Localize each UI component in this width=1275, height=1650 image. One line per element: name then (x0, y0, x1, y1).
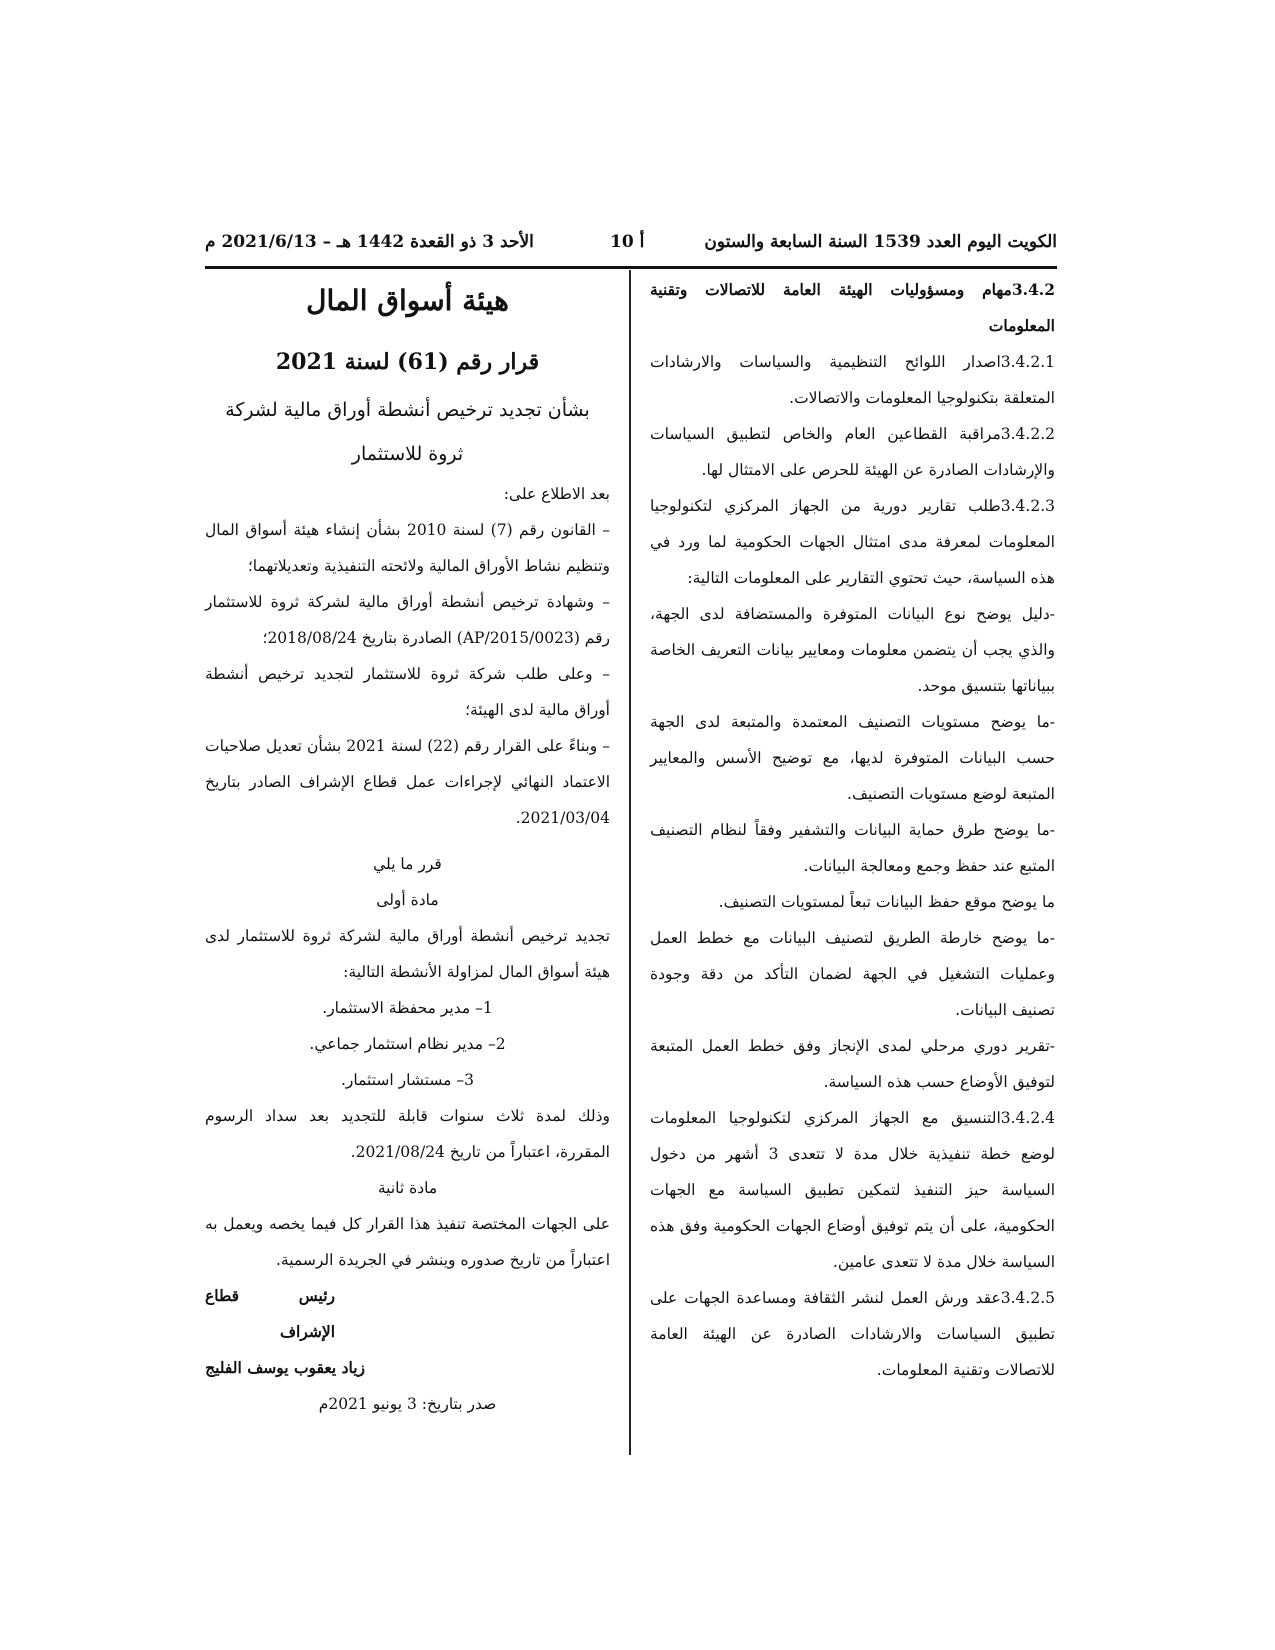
signatory-title: رئيس قطاع الإشراف (205, 1286, 335, 1341)
header-publication: الكويت اليوم العدد 1539 السنة السابعة والستون (704, 232, 1057, 252)
clause: 3.4.2.3طلب تقارير دورية من الجهاز المركزي لتكنولوجيا المعلومات لمعرفة مدى امتثال الجهات الحكومية لما ورد في هذه السياسة، حيث تحتوي التقارير على المعلومات التالية: (650, 497, 1055, 587)
header-date: الأحد 3 ذو القعدة 1442 هـ – 2021/6/13 م (205, 232, 534, 252)
bullet-item: -دليل يوضح نوع البيانات المتوفرة والمستضافة لدى الجهة، والذي يجب أن يتضمن معلومات ومعايير بيانات التعريف الخاصة ببياناتها بتنسيق موحد. (650, 605, 1055, 695)
decided-heading: قرر ما يلي (373, 855, 442, 873)
left-column (205, 272, 610, 1422)
recital: – وعلى طلب شركة ثروة للاستثمار لتجديد ترخيص أنشطة أوراق مالية لدى الهيئة؛ (205, 665, 610, 719)
section-heading: 3.4.2مهام ومسؤوليات الهيئة العامة للاتصالات وتقنية المعلومات (650, 280, 1055, 335)
decision-title: قرار رقم (61) لسنة 2021 (275, 349, 540, 375)
clause: 3.4.2.1اصدار اللوائح التنظيمية والسياسات والارشادات المتعلقة بتكنولوجيا المعلومات والاتصالات. (650, 353, 1055, 407)
recital: – وبناءً على القرار رقم (22) لسنة 2021 بشأن تعديل صلاحيات الاعتماد النهائي لإجراءات عمل قطاع الإشراف الصادر بتاريخ 2021/03/04. (205, 737, 610, 827)
signatory-name: زياد يعقوب يوسف الفليج (205, 1358, 365, 1377)
article-two-title: مادة ثانية (377, 1179, 438, 1197)
article-one-title: مادة أولى (376, 891, 439, 909)
article-two-text: على الجهات المختصة تنفيذ هذا القرار كل فيما يخصه ويعمل به اعتباراً من تاريخ صدوره وينشر في الجريدة الرسمية. (205, 1215, 610, 1269)
clause: 3.4.2.4التنسيق مع الجهاز المركزي لتكنولوجيا المعلومات لوضع خطة تنفيذية خلال مدة لا تتعدى 3 أشهر من دخول السياسة حيز التنفيذ لتمكين تطبيق السياسة مع الجهات الحكومية، على أن يتم توفيق أوضاع الجهات الحكومية وفق هذه السياسة خلال مدة لا تتعدى عامين. (650, 1109, 1055, 1271)
activity-item: 1– مدير محفظة الاستثمار. (322, 999, 493, 1017)
bullet-item: -ما يوضح خارطة الطريق لتصنيف البيانات مع خطط العمل وعمليات التشغيل في الجهة لضمان التأكد من دقة وجودة تصنيف البيانات. (650, 929, 1055, 1019)
bullet-item: -ما يوضح مستويات التصنيف المعتمدة والمتبعة لدى الجهة حسب البيانات المتوفرة لديها، مع توضيح الأسس والمعايير المتبعة لوضع مستويات التصنيف. (650, 713, 1055, 803)
authority-title: هيئة أسواق المال (306, 284, 509, 317)
decision-subject: بشأن تجديد ترخيص أنشطة أوراق مالية لشركة ثروة للاستثمار (225, 399, 590, 465)
bullet-item: ما يوضح موقع حفظ البيانات تبعاً لمستويات التصنيف. (718, 893, 1055, 911)
activity-item: 2– مدير نظام استثمار جماعي. (309, 1035, 506, 1053)
article-one-text: تجديد ترخيص أنشطة أوراق مالية لشركة ثروة للاستثمار لدى هيئة أسواق المال لمزاولة الأنشطة التالية: (205, 927, 610, 981)
recital: – وشهادة ترخيص أنشطة أوراق مالية لشركة ثروة للاستثمار رقم (AP/2015/0023) الصادرة بتاريخ 2018/08/24؛ (205, 593, 610, 647)
bullet-item: -ما يوضح طرق حماية البيانات والتشفير وفقاً لنظام التصنيف المتبع عند حفظ وجمع ومعالجة البيانات. (650, 821, 1055, 875)
activity-item: 3– مستشار استثمار. (340, 1071, 475, 1089)
recital: – القانون رقم (7) لسنة 2010 بشأن إنشاء هيئة أسواق المال وتنظيم نشاط الأوراق المالية ولائحته التنفيذية وتعديلاتهما؛ (205, 521, 610, 575)
bullet-item: -تقرير دوري مرحلي لمدى الإنجاز وفق خطط العمل المتبعة لتوفيق الأوضاع حسب هذه السياسة. (650, 1037, 1055, 1091)
clause: 3.4.2.2مراقبة القطاعين العام والخاص لتطبيق السياسات والإرشادات الصادرة عن الهيئة للحرص على الامتثال لها. (650, 425, 1055, 479)
clause: 3.4.2.5عقد ورش العمل لنشر الثقافة ومساعدة الجهات على تطبيق السياسات والارشادات الصادرة عن الهيئة العامة للاتصالات وتقنية المعلومات. (650, 1289, 1055, 1379)
validity-text: وذلك لمدة ثلاث سنوات قابلة للتجديد بعد سداد الرسوم المقررة، اعتباراً من تاريخ 2021/08/24. (205, 1107, 610, 1161)
header-rule (205, 266, 1057, 269)
issue-date: صدر بتاريخ: 3 يونيو 2021م (318, 1395, 497, 1413)
right-column (650, 272, 1055, 1388)
column-divider (629, 270, 631, 1455)
page-header (205, 232, 1057, 262)
recitals-intro: بعد الاطلاع على: (503, 485, 610, 503)
header-page-number: أ 10 (610, 232, 645, 252)
